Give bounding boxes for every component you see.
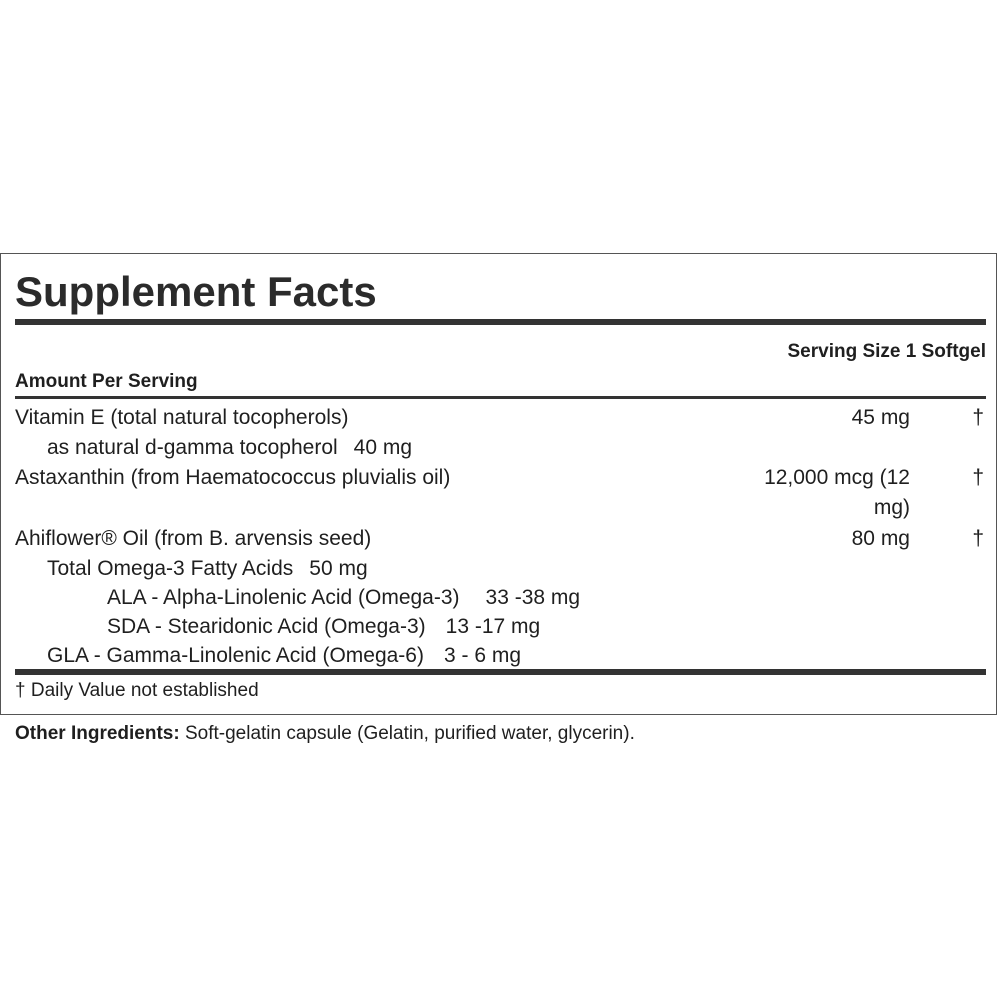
nutrient-amount-gla: 3 - 6 mg (443, 644, 522, 667)
nutrient-name-gla: GLA - Gamma-Linolenic Acid (Omega-6) (47, 644, 424, 667)
header-divider (15, 396, 986, 399)
nutrient-amount-d-gamma: 40 mg (353, 436, 413, 459)
other-ingredients (15, 721, 635, 747)
daily-value-footnote: † Daily Value not established (15, 680, 259, 701)
nutrient-amount-astaxanthin: 12,000 mcg (12 mg) (764, 466, 910, 519)
panel-title: Supplement Facts (15, 268, 377, 315)
nutrient-sub-d-gamma (47, 433, 412, 463)
nutrient-name-astaxanthin: Astaxanthin (from Haematococcus pluvialis oil) (15, 466, 451, 489)
nutrient-name-sda: SDA - Stearidonic Acid (Omega-3) (107, 615, 426, 638)
serving-size: Serving Size 1 Softgel (787, 341, 986, 362)
nutrient-name-ala: ALA - Alpha-Linolenic Acid (Omega-3) (107, 586, 460, 609)
other-ingredients-label: Other Ingredients: (15, 723, 180, 744)
nutrient-amount-omega-3: 50 mg (309, 557, 368, 580)
nutrient-amount-vitamin-e: 45 mg (851, 406, 910, 429)
dv-dagger-astaxanthin: † (972, 466, 984, 489)
nutrient-name-vitamin-e: Vitamin E (total natural tocopherols) (15, 406, 349, 429)
dv-dagger-vitamin-e: † (972, 406, 984, 429)
nutrient-name-omega-3: Total Omega-3 Fatty Acids (47, 557, 294, 580)
nutrient-amount-ala: 33 -38 mg (485, 586, 581, 609)
nutrient-name-ahiflower: Ahiflower® Oil (from B. arvensis seed) (15, 527, 372, 550)
nutrient-amount-sda: 13 -17 mg (445, 615, 541, 638)
nutrient-sub-gla (47, 641, 521, 671)
dv-dagger-ahiflower: † (972, 527, 984, 550)
nutrient-sub-sda (107, 612, 540, 642)
nutrient-sub-ala (107, 583, 580, 613)
title-divider (15, 319, 986, 325)
nutrient-name-d-gamma: as natural d-gamma tocopherol (47, 436, 338, 459)
bottom-divider (15, 669, 986, 675)
nutrient-amount-ahiflower: 80 mg (851, 527, 910, 550)
amount-per-serving-header: Amount Per Serving (15, 371, 198, 392)
nutrient-sub-omega-3 (47, 554, 368, 584)
other-ingredients-text: Soft-gelatin capsule (Gelatin, purified water, glycerin). (179, 723, 635, 744)
